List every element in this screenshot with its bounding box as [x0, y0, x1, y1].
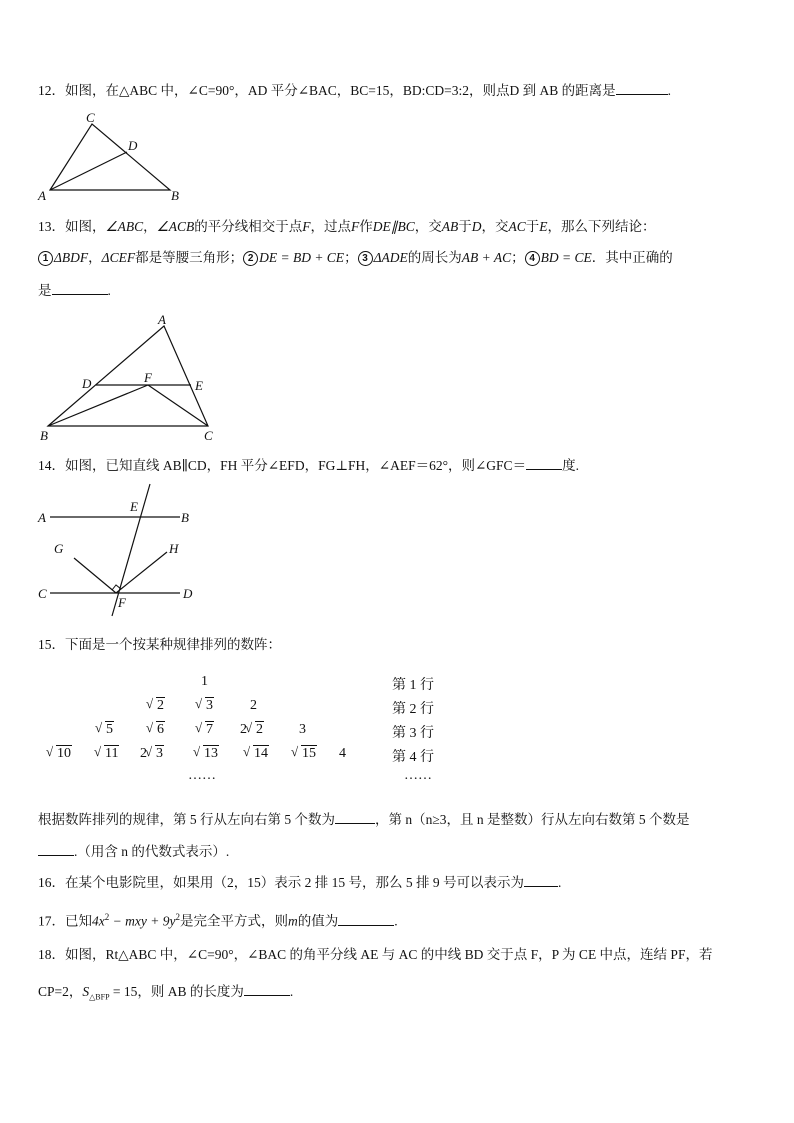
- q13-label-e: E: [195, 378, 203, 393]
- q15-question-line1: 根据数阵排列的规律，第 5 行从左向右第 5 个数为 ，第 n（n≥3，且 n 是整数）行从左向右数第 5 个数是: [38, 812, 690, 827]
- q13-label-a: A: [158, 312, 166, 327]
- q12-text: 12．如图，在△ABC 中，∠C=90°，AD 平分∠BAC，BC=15，BD:CD=3:2，则点D 到 AB 的距离是 .: [38, 83, 672, 98]
- q12-label-b: B: [171, 188, 179, 203]
- q13-label-f: F: [144, 370, 152, 385]
- q14-text: 14．如图，已知直线 AB∥CD，FH 平分∠EFD，FG⊥FH，∠AEF＝62°，则∠GFC＝ 度.: [38, 458, 579, 473]
- array-cell: 4: [339, 746, 346, 761]
- circle-four-icon: 4: [525, 251, 540, 266]
- q14-label-h: H: [169, 541, 179, 556]
- array-cell: 1: [201, 674, 208, 689]
- q13-line2: 1 ΔBDF，ΔCEF都是等腰三角形； 2 DE = BD + CE； 3 ΔADE的周长为AB + AC； 4 BD = CE．其中正确的: [38, 249, 673, 267]
- array-cell: √ 6: [148, 722, 165, 738]
- q12-stem: 12．如图，在△ABC 中，∠C=90°，AD 平分∠BAC，BC=15，BD:CD=3:2，则点D 到 AB 的距离是: [38, 83, 616, 98]
- q18-line1: 18．如图，Rt△ABC 中，∠C=90°，∠BAC 的角平分线 AE 与 AC 的中线 BD 交于点 F，P 为 CE 中点，连结 PF，若: [38, 947, 713, 962]
- array-cell: √ 14: [245, 746, 269, 762]
- q15-answer-blank-2[interactable]: [38, 843, 74, 856]
- q13-label-b: B: [40, 428, 48, 443]
- q14-label-f: F: [118, 595, 126, 610]
- array-cell: √ 10: [48, 746, 72, 762]
- array-cell: 3: [299, 722, 306, 737]
- circle-one-icon: 1: [38, 251, 53, 266]
- q17-text: 17．已知$4x^2$ − mxy + $9y^2$是完全平方式，则m的值为 .: [38, 912, 398, 929]
- row-label: 第 1 行: [392, 678, 434, 693]
- array-cell: 2√ 2: [240, 722, 264, 738]
- q18-line2: CP=2，$S_{\triangle BFP} = 15$，则 AB 的长度为 .: [38, 984, 294, 1002]
- array-cell: √ 7: [197, 722, 214, 738]
- q14-label-d: D: [183, 586, 193, 601]
- array-cell: 2√ 3: [140, 746, 164, 762]
- array-dots: ……: [188, 768, 216, 783]
- array-cell: √ 5: [97, 722, 114, 738]
- q14-stem: 14．如图，已知直线 AB∥CD，FH 平分∠EFD，FG⊥FH，∠AEF＝62°，则∠GFC＝: [38, 458, 527, 473]
- q13-line1: 13．如图，∠ABC，∠ACB的平分线相交于点F，过点F作DE∥BC，交AB于D，交AC于E，那么下列结论：: [38, 219, 656, 234]
- circle-two-icon: 2: [243, 251, 258, 266]
- array-cell: √ 13: [195, 746, 219, 762]
- q12-label-a: A: [38, 188, 46, 203]
- q13-label-c: C: [204, 428, 213, 443]
- q13-answer-blank[interactable]: [52, 282, 108, 295]
- row-label: 第 4 行: [392, 750, 434, 765]
- q14-figure: [34, 482, 204, 622]
- row-label: 第 3 行: [392, 726, 434, 741]
- q17-answer-blank[interactable]: [338, 913, 394, 926]
- q14-label-a: A: [38, 510, 46, 525]
- q15-intro: 15．下面是一个按某种规律排列的数阵：: [38, 637, 281, 652]
- q14-label-g: G: [54, 541, 64, 556]
- q14-answer-blank[interactable]: [526, 457, 562, 470]
- q14-label-b: B: [181, 510, 189, 525]
- q12-label-c: C: [86, 110, 95, 125]
- q16-text: 16．在某个电影院里，如果用（2，15）表示 2 排 15 号，那么 5 排 9 号可以表示为 .: [38, 875, 562, 890]
- q16-answer-blank[interactable]: [524, 874, 558, 887]
- q18-answer-blank[interactable]: [244, 983, 290, 996]
- q13-label-d: D: [82, 376, 92, 391]
- array-cell: √ 2: [148, 698, 165, 714]
- array-cell: √ 3: [197, 698, 214, 714]
- circle-three-icon: 3: [358, 251, 373, 266]
- q12-answer-blank[interactable]: [616, 82, 668, 95]
- array-cell: √ 11: [96, 746, 119, 762]
- q15-answer-blank-1[interactable]: [335, 811, 375, 824]
- q13-figure: [36, 310, 226, 446]
- q13-line3: 是 .: [38, 283, 111, 298]
- array-cell: √ 15: [293, 746, 317, 762]
- q14-label-c: C: [38, 586, 47, 601]
- q12-figure: [36, 108, 186, 204]
- q14-label-e: E: [130, 499, 138, 514]
- row-label: 第 2 行: [392, 702, 434, 717]
- array-cell: 2: [250, 698, 257, 713]
- q15-question-line2: .（用含 n 的代数式表示）.: [38, 843, 229, 861]
- q12-label-d: D: [128, 138, 138, 153]
- row-label: ……: [404, 768, 432, 783]
